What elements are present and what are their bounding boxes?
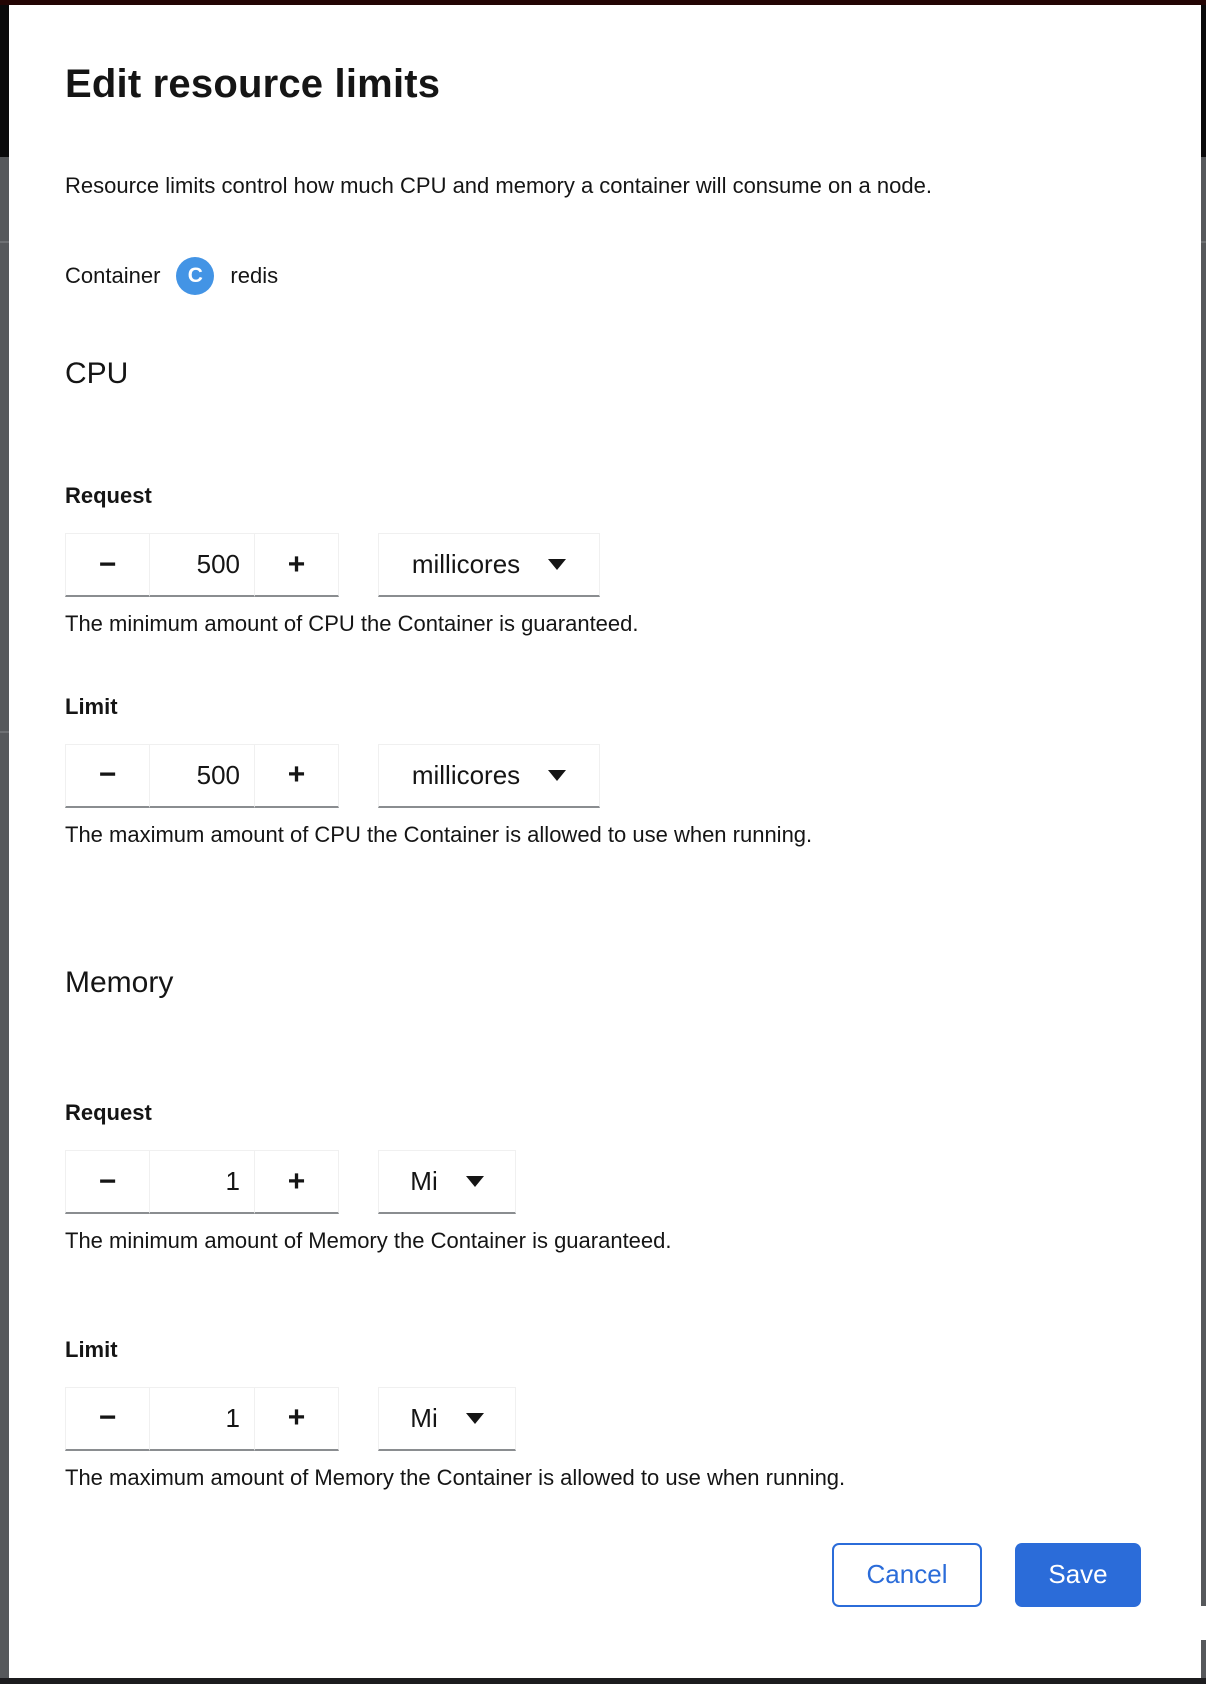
memory-limit-help: The maximum amount of Memory the Container is allowed to use when running.: [65, 1464, 846, 1490]
caret-down-icon: [548, 770, 566, 781]
cpu-section-heading: CPU: [65, 357, 129, 391]
backdrop-bottom-edge: [0, 1678, 1206, 1684]
memory-limit-unit-value: Mi: [410, 1402, 438, 1433]
cpu-request-label: Request: [65, 483, 152, 509]
cpu-limit-label: Limit: [65, 693, 118, 719]
cpu-limit-number-input: [65, 744, 339, 808]
cpu-limit-unit-select[interactable]: [378, 744, 600, 808]
save-button[interactable]: Save: [1015, 1543, 1141, 1607]
memory-limit-number-input: [65, 1387, 339, 1451]
backdrop-masthead-strip: [1201, 5, 1206, 157]
memory-section-heading: Memory: [65, 966, 174, 1000]
backdrop-page-notch: [1201, 1606, 1206, 1640]
memory-request-number-input: [65, 1150, 339, 1214]
memory-limit-unit-select[interactable]: [378, 1387, 516, 1451]
container-name: redis: [230, 263, 279, 289]
cpu-request-unit-select[interactable]: [378, 533, 600, 597]
cpu-limit-controls: [65, 744, 1141, 808]
caret-down-icon: [548, 559, 566, 570]
container-badge-icon: C: [176, 257, 214, 295]
memory-limit-controls: [65, 1387, 1141, 1451]
cpu-request-unit-value: millicores: [411, 549, 521, 580]
cpu-request-controls: [65, 533, 1141, 597]
cancel-button[interactable]: Cancel: [832, 1543, 982, 1607]
caret-down-icon: [466, 1413, 484, 1424]
memory-request-unit-select[interactable]: [378, 1150, 516, 1214]
memory-request-value-input[interactable]: [149, 1150, 255, 1214]
memory-request-unit-value: Mi: [410, 1166, 438, 1197]
container-label: Container: [65, 263, 161, 289]
memory-request-controls: [65, 1150, 1141, 1214]
backdrop-divider: [0, 241, 9, 243]
backdrop-masthead-strip: [0, 5, 9, 157]
plus-icon[interactable]: +: [254, 1150, 339, 1214]
cpu-limit-unit-value: millicores: [411, 759, 521, 790]
backdrop-divider: [1201, 241, 1206, 243]
cpu-limit-value-input[interactable]: [149, 744, 255, 808]
modal-title: Edit resource limits: [65, 62, 441, 106]
plus-icon[interactable]: +: [254, 1387, 339, 1451]
minus-icon[interactable]: −: [65, 533, 150, 597]
memory-limit-value-input[interactable]: [149, 1387, 255, 1451]
minus-icon[interactable]: −: [65, 1387, 150, 1451]
plus-icon[interactable]: +: [254, 744, 339, 808]
minus-icon[interactable]: −: [65, 744, 150, 808]
backdrop-left-edge: [0, 5, 9, 1678]
minus-icon[interactable]: −: [65, 1150, 150, 1214]
container-row: [65, 257, 1141, 295]
modal-description: Resource limits control how much CPU and memory a container will consume on a node.: [65, 173, 932, 198]
cpu-request-help: The minimum amount of CPU the Container is guaranteed.: [65, 611, 639, 637]
memory-request-label: Request: [65, 1100, 152, 1126]
cpu-request-value-input[interactable]: [149, 533, 255, 597]
modal-footer: [65, 1543, 1141, 1607]
plus-icon[interactable]: +: [254, 533, 339, 597]
memory-limit-label: Limit: [65, 1336, 118, 1362]
cpu-limit-help: The maximum amount of CPU the Container is allowed to use when running.: [65, 821, 813, 847]
caret-down-icon: [466, 1176, 484, 1187]
backdrop-divider: [0, 731, 9, 733]
backdrop-top-edge: [0, 0, 1206, 5]
backdrop-right-edge: [1201, 5, 1206, 1678]
cpu-request-number-input: [65, 533, 339, 597]
memory-request-help: The minimum amount of Memory the Container is guaranteed.: [65, 1228, 672, 1254]
